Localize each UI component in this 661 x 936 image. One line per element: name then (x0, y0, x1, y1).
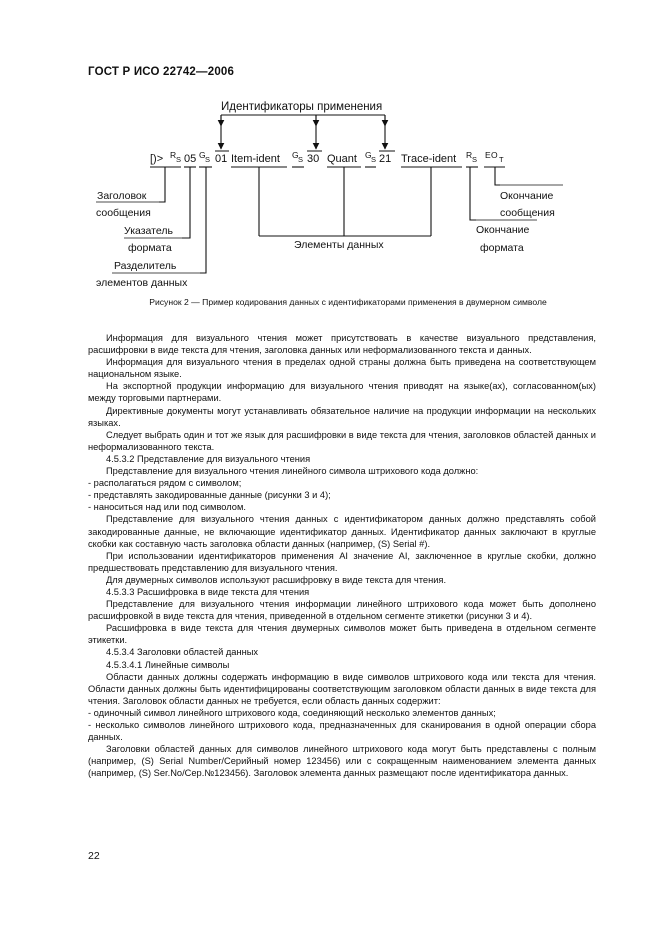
label-msg-header-1: Заголовок (97, 190, 147, 202)
bottom-left-labels (96, 190, 188, 289)
label-format-end-2: формата (480, 242, 524, 254)
paragraph: Информация для визуального чтения может присутствовать в качестве визуального представления, расшифровки в виде текста для чтения, заголовка данных или неформализованного текста и данных. (88, 333, 596, 356)
label-format-indicator-2: формата (128, 242, 172, 254)
right-labels (476, 190, 555, 254)
paragraph: Представление для визуального чтения данных с идентификатором данных должно представлять собой закодированные данные, не включающие идентификатор данных. Идентификатор данных заключают в круглые скобки как составную часть заголовка области данных (например, (S) Serial #). (88, 514, 596, 549)
right-leader-lines (470, 167, 500, 220)
rs-2: R (466, 150, 473, 160)
page-number: 22 (88, 850, 100, 862)
ai-30: 30 (307, 153, 320, 165)
document-header: ГОСТ Р ИСО 22742—2006 (88, 66, 235, 78)
eot-e: E (485, 150, 491, 160)
format-code: 05 (184, 153, 197, 165)
gs-1: G (199, 150, 206, 160)
gs-3-sub: S (371, 155, 377, 164)
figure-diagram (0, 0, 661, 300)
label-separator-1: Разделитель (114, 260, 177, 272)
section-heading: 4.5.3.4 Заголовки областей данных (106, 647, 259, 658)
body-text (88, 332, 596, 779)
list-item: - несколько символов линейного штрихового кода, предназначенных для сканирования в одной операции сбора данных. (88, 720, 596, 743)
ai-01: 01 (215, 153, 228, 165)
paragraph: Области данных должны содержать информацию в виде символов штрихового кода или текста для чтения. Области данных должны быть идентифицированы соответствующим заголовком области данных в виде текста для чтения. Заголовок области данных не требуется, если область данных содержит: (88, 671, 596, 706)
paragraph: При использовании идентификаторов применения AI значение AI, заключенное в круглые скобки, должно предшествовать представлению для визуального чтения. (88, 550, 596, 573)
gs-2: G (292, 150, 299, 160)
section-heading: 4.5.3.3 Расшифровка в виде текста для чтения (106, 586, 310, 597)
list-item: - располагаться рядом с символом; (88, 478, 242, 489)
figure-caption: Рисунок 2 — Пример кодирования данных с идентификаторами применения в двумерном символе (149, 297, 547, 307)
list-item: - одиночный символ линейного штрихового кода, соединяющий несколько элементов данных; (88, 707, 496, 718)
data-elements-bracket (259, 167, 431, 236)
label-msg-end-2: сообщения (500, 207, 555, 219)
paragraph: Для двумерных символов используют расшифровку в виде текста для чтения. (106, 574, 447, 585)
code-string (150, 150, 504, 165)
paragraph: Информация для визуального чтения в пределах одной страны должна быть приведена на соответствующем национальном языке. (88, 357, 596, 380)
paragraph: Директивные документы могут устанавливать обязательное наличие на продукции информации на нескольких языках. (88, 405, 596, 428)
label-msg-header-2: сообщения (96, 207, 151, 219)
list-item: - наноситься над или под символом. (88, 502, 246, 513)
list-item: - представлять закодированные данные (рисунки 3 и 4); (88, 490, 331, 501)
gs-1-sub: S (205, 155, 211, 164)
label-separator-2: элементов данных (96, 277, 188, 289)
eot-o: O (491, 150, 498, 160)
rs-1-sub: S (176, 155, 182, 164)
gs-2-sub: S (298, 155, 304, 164)
trace-ident: Trace-ident (401, 153, 457, 165)
label-msg-end-1: Окончание (500, 190, 554, 202)
eot-sub: T (499, 155, 504, 164)
label-format-end-1: Окончание (476, 224, 530, 236)
gs-3: G (365, 150, 372, 160)
paragraph: На экспортной продукции информацию для визуального чтения приводят на языке(ах), согласованном(ых) между торговыми партнерами. (88, 381, 596, 404)
item-ident: Item-ident (231, 153, 280, 165)
code-start: [)> (150, 153, 164, 165)
section-heading: 4.5.3.4.1 Линейные символы (106, 659, 230, 670)
quant: Quant (327, 153, 357, 165)
paragraph: Представление для визуального чтения информации линейного штрихового кода может быть дополнено расшифровкой в виде текста для чтения, приведенной в отдельном сегменте этикетки (рисунки 3 и 4). (88, 599, 596, 622)
label-format-indicator-1: Указатель (124, 225, 173, 237)
top-arrows (221, 115, 385, 149)
rs-1: R (170, 150, 177, 160)
left-leader-lines (159, 167, 206, 273)
label-application-identifiers: Идентификаторы применения (221, 101, 383, 113)
section-heading: 4.5.3.2 Представление для визуального чтения (106, 453, 311, 464)
paragraph: Заголовки областей данных для символов линейного штрихового кода могут быть представлены с полным (например, (S) Serial Number/Серийный номер 123456) или с сокращенным наименованием элемента данных (например, (S) Ser.No/Сер.№123456). Заголовок элемента данных размещают после идентификатора данных. (88, 744, 596, 779)
ai-21: 21 (379, 153, 392, 165)
paragraph: Представление для визуального чтения линейного символа штрихового кода должно: (106, 466, 479, 477)
paragraph: Расшифровка в виде текста для чтения двумерных символов может быть приведена в отдельном сегменте этикетки. (88, 623, 596, 646)
paragraph: Следует выбрать один и тот же язык для расшифровки в виде текста для чтения, заголовков областей данных и неформализованного текста. (88, 429, 596, 452)
rs-2-sub: S (472, 155, 478, 164)
label-data-elements: Элементы данных (294, 239, 384, 251)
